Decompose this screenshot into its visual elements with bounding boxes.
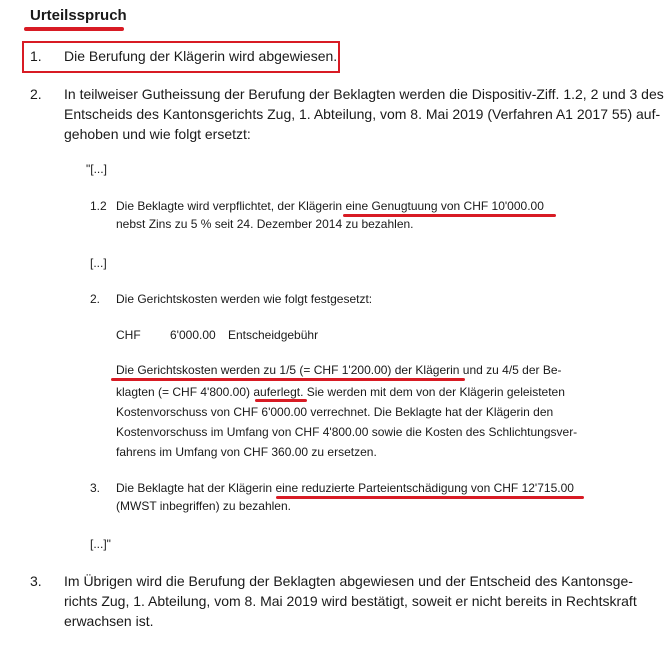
cost-amount: 6'000.00 [170, 328, 216, 342]
page-title: Urteilsspruch [30, 7, 127, 24]
sub-2-para-line-3: Kostenvorschuss von CHF 6'000.00 verrechnet. Die Beklagte hat der Klägerin den [116, 405, 554, 419]
sub-2-para-text: und zu 4/5 der Be- [459, 363, 562, 377]
cost-label: Entscheidgebühr [228, 328, 319, 342]
sub-2-para-line-5: fahrens im Umfang von CHF 360.00 zu ersetzen. [116, 445, 377, 459]
ellipsis: [...] [90, 256, 107, 270]
item-2-line-2: Entscheids des Kantonsgerichts Zug, 1. Abteilung, vom 8. Mai 2019 (Verfahren A1 2017 55) auf- [64, 106, 661, 122]
item-2-number: 2. [30, 86, 42, 102]
item-3-line-2: richts Zug, 1. Abteilung, vom 8. Mai 2019 wird bestätigt, soweit er nicht bereits in Rechtskraft [64, 593, 637, 609]
sub-1-2-line-1 [116, 196, 544, 216]
item-1-text: Die Berufung der Klägerin wird abgewiesen. [64, 48, 338, 64]
sub-2-para-line-4: Kostenvorschuss im Umfang von CHF 4'800.00 sowie die Kosten des Schlichtungsver- [116, 425, 578, 439]
item-3-line-1: Im Übrigen wird die Berufung der Beklagten abgewiesen und der Entscheid des Kantonsge- [64, 573, 633, 589]
sub-2-line-1: Die Gerichtskosten werden wie folgt festgesetzt: [116, 292, 373, 306]
item-2-line-3: gehoben und wie folgt ersetzt: [64, 126, 251, 142]
sub-1-2-text: Die Beklagte wird verpflichtet, der Klägerin [116, 199, 346, 213]
sub-3-number: 3. [90, 481, 101, 495]
heading-underline [24, 27, 124, 31]
parteientschaedigung-underline [276, 496, 584, 499]
sub-2-number: 2. [90, 292, 101, 306]
item-3-number: 3. [30, 573, 42, 589]
kosten-verteilung-underline [111, 378, 465, 381]
item-3-line-3: erwachsen ist. [64, 613, 154, 629]
item-1-number: 1. [30, 48, 42, 64]
sub-3-text: Die Beklagte hat der Klägerin [116, 481, 276, 495]
parteientschaedigung-highlight: eine reduzierte Parteientschädigung von CHF 12'715.00 [275, 481, 574, 495]
kosten-verteilung-highlight: Die Gerichtskosten werden zu 1/5 (= CHF 1'200.00) der Klägerin [116, 363, 460, 377]
auferlegt-highlight: auferlegt [253, 385, 301, 399]
sub-2-para-line-2 [116, 382, 565, 402]
quote-open: "[...] [86, 162, 107, 176]
sub-1-2-line-2: nebst Zins zu 5 % seit 24. Dezember 2014 zu bezahlen. [116, 217, 414, 231]
sub-2-para-line-1 [116, 360, 562, 380]
genugtuung-highlight: eine Genugtuung von CHF 10'000.00 [345, 199, 544, 213]
sub-3-line-1 [116, 478, 574, 498]
quote-close: [...]" [90, 537, 111, 551]
sub-1-2-number: 1.2 [90, 199, 107, 213]
sub-3-line-2: (MWST inbegriffen) zu bezahlen. [116, 499, 291, 513]
cost-currency: CHF [116, 328, 141, 342]
item-2-line-1: In teilweiser Gutheissung der Berufung der Beklagten werden die Dispositiv-Ziff. 1.2, 2 und 3 des [64, 86, 664, 102]
sub-2-para-text: klagten (= CHF 4'800.00) [116, 385, 254, 399]
sub-2-para-text: . Sie werden mit dem von der Klägerin geleisteten [300, 385, 565, 399]
